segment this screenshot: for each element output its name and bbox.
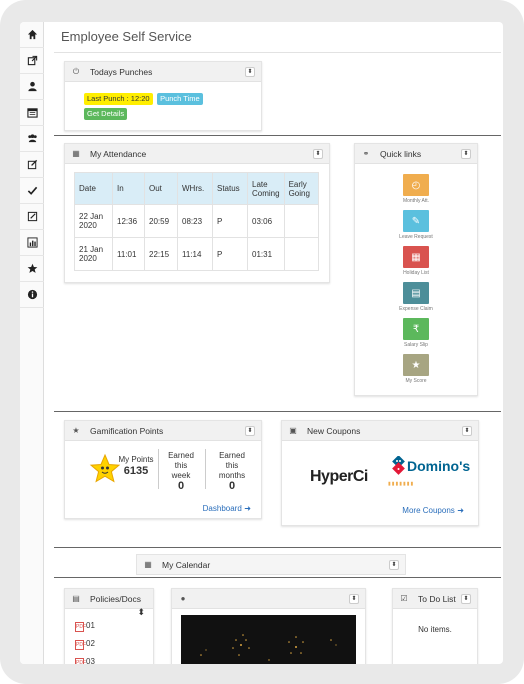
- earned-week-label: Earned this week: [168, 451, 194, 480]
- earned-week: [161, 451, 201, 491]
- quick-links-title: Quick links: [380, 148, 422, 159]
- my-points-label: My Points: [118, 455, 154, 464]
- quick-link-holiday-list[interactable]: [355, 246, 477, 276]
- dashboard-link-label: Dashboard: [202, 504, 242, 513]
- panel-toggle-button[interactable]: ⬍: [389, 560, 399, 570]
- policies-title: Policies/Docs: [90, 593, 142, 604]
- quick-link-label: Holiday List: [403, 270, 429, 276]
- table-cell: 08:23: [178, 205, 213, 238]
- sidebar: [20, 22, 44, 664]
- table-row: [75, 205, 319, 238]
- coupons-panel: [281, 420, 479, 526]
- star-icon[interactable]: [20, 256, 44, 282]
- info-icon[interactable]: [20, 282, 44, 308]
- table-cell: P: [213, 205, 248, 238]
- section-divider: [54, 577, 501, 578]
- fireworks-image: [181, 615, 356, 664]
- gift-icon: ▣: [289, 426, 297, 435]
- get-details-button[interactable]: Get Details: [84, 108, 127, 120]
- main-content: [44, 22, 503, 664]
- coupons-header: [282, 421, 478, 441]
- coupons-title: New Coupons: [307, 425, 361, 436]
- calendar-icon[interactable]: [20, 100, 44, 126]
- column-header: Date: [75, 173, 113, 205]
- calendar-header: [137, 555, 405, 575]
- pdf-icon: PDF: [76, 642, 86, 648]
- panel-toggle-button[interactable]: ⬍: [137, 607, 145, 617]
- hypercity-logo[interactable]: HyperCi: [310, 468, 368, 485]
- calendar-panel: [136, 554, 406, 575]
- panel-toggle-button[interactable]: ⬍: [461, 149, 471, 159]
- power-icon: ⏻: [72, 66, 80, 76]
- checkbox-icon: ☑: [400, 594, 408, 603]
- document-item[interactable]: [75, 635, 153, 653]
- panel-toggle-button[interactable]: ⬍: [245, 426, 255, 436]
- column-header: In: [113, 173, 145, 205]
- earned-months: [210, 451, 254, 491]
- edit-icon[interactable]: [20, 152, 44, 178]
- last-punch-badge: Last Punch : 12:20: [84, 93, 153, 105]
- panel-toggle-button[interactable]: ⬍: [461, 594, 471, 604]
- file-icon: ▤: [403, 282, 429, 304]
- attendance-header: [65, 144, 329, 164]
- calendar-icon: ▦: [144, 560, 152, 569]
- table-cell: P: [213, 238, 248, 271]
- gamification-header: [65, 421, 261, 441]
- quick-links-panel: [354, 143, 478, 396]
- policies-panel: [64, 588, 154, 664]
- table-cell: [284, 205, 318, 238]
- page-title: Employee Self Service: [61, 29, 192, 44]
- column-header: Early Going: [284, 173, 318, 205]
- todays-punches-title: Todays Punches: [90, 66, 153, 77]
- table-cell: 11:01: [113, 238, 145, 271]
- table-cell: 12:36: [113, 205, 145, 238]
- column-header: WHrs.: [178, 173, 213, 205]
- earned-week-value: 0: [177, 480, 185, 492]
- color-strip: ▮▮▮▮▮▮▮: [388, 481, 415, 487]
- calendar-icon: ▦: [403, 246, 429, 268]
- external-link-icon[interactable]: [20, 48, 44, 74]
- quick-link-my-score[interactable]: [355, 354, 477, 384]
- table-cell: 22:15: [145, 238, 178, 271]
- panel-toggle-button[interactable]: ⬍: [313, 149, 323, 159]
- quick-links-header: [355, 144, 477, 164]
- app-screen: [20, 22, 503, 664]
- table-cell: 22 Jan 2020: [75, 205, 113, 238]
- more-coupons-label: More Coupons: [402, 506, 455, 515]
- column-header: Status: [213, 173, 248, 205]
- calendar-title: My Calendar: [162, 559, 211, 570]
- table-header-row: [75, 173, 319, 205]
- calendar-icon: ▦: [72, 149, 80, 158]
- gamification-panel: [64, 420, 262, 519]
- title-divider: [54, 52, 501, 53]
- arrow-circle-icon: ➜: [457, 506, 464, 515]
- column-header: Out: [145, 173, 178, 205]
- star-icon: ★: [72, 426, 80, 435]
- todo-header: [393, 589, 477, 609]
- dominos-logo[interactable]: [392, 456, 471, 478]
- more-coupons-link[interactable]: [402, 505, 464, 515]
- policies-header: [65, 589, 153, 609]
- document-label: 03: [86, 657, 95, 664]
- file-icon: ▤: [72, 594, 80, 603]
- quick-link-expense-claim[interactable]: [355, 282, 477, 312]
- rupee-icon: ₹: [403, 318, 429, 340]
- table-cell: 20:59: [145, 205, 178, 238]
- document-item[interactable]: [75, 617, 153, 635]
- arrow-circle-icon: ➜: [244, 504, 251, 513]
- home-icon[interactable]: [20, 22, 44, 48]
- quick-link-leave-request[interactable]: [355, 210, 477, 240]
- pdf-icon: PDF: [76, 624, 86, 630]
- table-cell: [284, 238, 318, 271]
- users-icon[interactable]: [20, 126, 44, 152]
- attendance-table: [74, 172, 319, 271]
- section-divider: [54, 547, 501, 548]
- messages-panel: [171, 588, 366, 664]
- quick-link-label: Expense Claim: [399, 306, 433, 312]
- punch-time-button[interactable]: Punch Time: [157, 93, 203, 105]
- column-header: Late Coming: [248, 173, 285, 205]
- table-cell: 11:14: [178, 238, 213, 271]
- bar-chart-icon[interactable]: [20, 230, 44, 256]
- dashboard-link[interactable]: [203, 503, 251, 513]
- quick-link-label: My Score: [405, 378, 427, 384]
- document-item[interactable]: [75, 653, 153, 664]
- earned-months-value: 0: [228, 480, 236, 492]
- gamification-title: Gamification Points: [90, 425, 164, 436]
- divider: [158, 449, 159, 489]
- quick-link-label: Salary Slip: [404, 342, 428, 348]
- attendance-panel: [64, 143, 330, 283]
- attendance-title: My Attendance: [90, 148, 147, 159]
- panel-toggle-button[interactable]: ⬍: [349, 594, 359, 604]
- quick-link-label: Monthly Att.: [402, 198, 430, 204]
- todo-panel: [392, 588, 478, 664]
- table-row: [75, 238, 319, 271]
- section-divider: [54, 411, 501, 412]
- comments-icon: ●: [180, 594, 186, 603]
- earned-months-label: Earned this months: [218, 451, 246, 480]
- panel-toggle-button[interactable]: ⬍: [245, 67, 255, 77]
- document-label: 01: [86, 621, 95, 630]
- todo-empty: No items.: [418, 625, 452, 634]
- panel-toggle-button[interactable]: ⬍: [462, 426, 472, 436]
- link-icon: ⚭: [362, 149, 370, 158]
- table-cell: 01:31: [248, 238, 285, 271]
- todays-punches-panel: [64, 61, 262, 131]
- pdf-icon: PDF: [75, 658, 84, 664]
- table-cell: 03:06: [248, 205, 285, 238]
- document-label: 02: [86, 639, 95, 648]
- section-divider: [54, 135, 501, 136]
- quick-link-label: Leave Request: [399, 234, 433, 240]
- user-icon[interactable]: [20, 74, 44, 100]
- star-mascot-icon: [89, 453, 121, 487]
- check-icon[interactable]: [20, 178, 44, 204]
- todo-title: To Do List: [418, 593, 456, 604]
- star-icon: ★: [403, 354, 429, 376]
- edit-square-icon[interactable]: [20, 204, 44, 230]
- divider: [205, 449, 206, 489]
- clock-icon: ◴: [403, 174, 429, 196]
- quick-link-monthly-att[interactable]: [355, 174, 477, 204]
- my-points: [118, 455, 154, 476]
- table-cell: 21 Jan 2020: [75, 238, 113, 271]
- my-points-value: 6135: [123, 465, 149, 477]
- dominos-name: Domino's: [407, 458, 471, 474]
- todays-punches-header: [65, 62, 261, 82]
- messages-header: [172, 589, 365, 609]
- edit-icon: ✎: [403, 210, 429, 232]
- quick-link-salary-slip[interactable]: [355, 318, 477, 348]
